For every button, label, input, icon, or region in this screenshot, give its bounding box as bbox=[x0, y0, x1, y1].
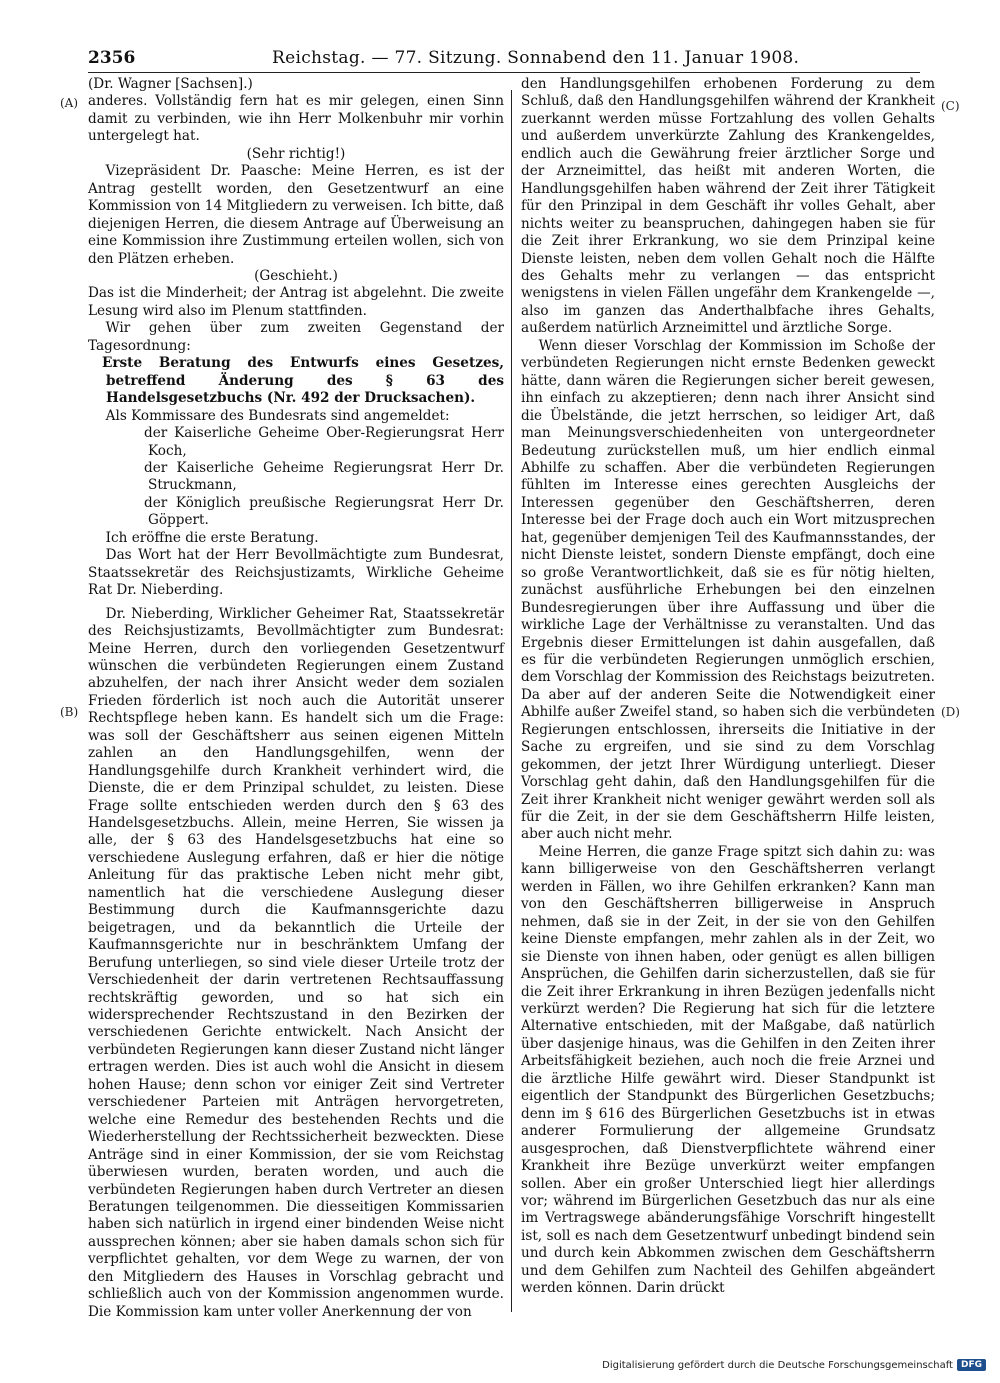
paragraph: Wir gehen über zum zweiten Gegenstand der Tagesordnung: bbox=[88, 320, 504, 354]
right-column bbox=[521, 76, 935, 1298]
speaker-continuation: (Dr. Wagner [Sachsen].) bbox=[88, 76, 253, 92]
interjection: (Sehr richtig!) bbox=[246, 145, 346, 162]
margin-mark-a: (A) bbox=[60, 96, 79, 110]
paragraph: Das ist die Minderheit; der Antrag ist abgelehnt. Die zweite Lesung wird also im Plenum stattfinden. bbox=[88, 285, 504, 319]
footer-text: Digitalisierung gefördert durch die Deutsche Forschungsgemeinschaft bbox=[602, 1359, 953, 1371]
running-title: Reichstag. — 77. Sitzung. Sonnabend den 11. Januar 1908. bbox=[272, 48, 800, 68]
margin-mark-c: (C) bbox=[941, 99, 960, 113]
column-divider bbox=[511, 90, 512, 1312]
paragraph: anderes. Vollständig fern hat es mir gelegen, einen Sinn damit zu verbinden, wie ihn Herr Molkenbuhr mir vorhin untergelegt hat. bbox=[88, 93, 504, 145]
paragraph: Als Kommissare des Bundesrats sind angemeldet: bbox=[105, 407, 450, 424]
header-rule bbox=[88, 72, 920, 73]
paragraph: Vizepräsident Dr. Paasche: Meine Herren, es ist der Antrag gestellt worden, den Gesetzentwurf an eine Kommission von 14 Mitgliedern zu verweisen. Ich bitte, daß diejenigen Herren, die diesem Antrage auf Überweisung an eine Kommission ihre Zustimmung erteilen wollen, sich von den Plätzen erheben. bbox=[88, 163, 504, 267]
paragraph: den Handlungsgehilfen erhobenen Forderung zu dem Schluß, daß den Handlungsgehilfen während der Krankheit zuerkannt werden müsse Fortzahlung des vollen Gehalts und außerdem unverkürzte Zahlung des Krankengeldes, endlich auch die Gewährung freier ärztlicher Sorge und der Arzneimittel, das heißt mit anderen Worten, die Handlungsgehilfen haben während der Zeit ihrer Tätigkeit für den Prinzipal in dem Geschäft ihr volles Gehalt, aber nichts weiter zu beanspruchen, dahingegen haben sie für die Zeit ihrer Erkrankung, wo sie dem Prinzipal keine Dienste leisten, neben dem vollen Gehalt noch die Hälfte des Gehalts mehr zu verlangen — das entspricht wenigstens in vielen Fällen ungefähr dem Krankengelde —, also im ganzen das Anderthalbfache ihres Gehalts, außerdem natürlich Arzneimittel und ärztliche Sorge. bbox=[521, 76, 935, 337]
paragraph: Wenn dieser Vorschlag der Kommission im Schoße der verbündeten Regierungen nicht ernste Bedenken geweckt hätte, dann wären die Regierungen sicher bereit gewesen, ihn einfach zu akzeptieren; denn nach ihrer Ansicht sind die Übelstände, die jetzt herrschen, so leidiger Art, daß man Meinungsverschiedenheiten von untergeordneter Bedeutung zurückstellen muß, um hier endlich einmal Abhilfe zu schaffen. Aber die verbündeten Regierungen fühlten im Interesse eines gerechten Ausgleichs der Interessen gegenüber den Geschäftsherren, deren Interesse bei der Frage doch auch ein Wort mitzusprechen hat, gegenüber demjenigen Teil des Kaufmannsstandes, der nicht Dienste leistet, sondern Dienste empfängt, doch eine so große Verantwortlichkeit, daß sie es für nötig hielten, zunächst ausführliche Erhebungen bei den einzelnen Bundesregierungen über ihre Auffassung und über die wirkliche Lage der Verhältnisse zu veranstalten. Und das Ergebnis dieser Ermittelungen ist dahin ausgefallen, daß es für die verbündeten Regierungen unmöglich erschien, dem Vorschlag der Kommission des Reichstags beizutreten. Da aber auf der anderen Seite die Notwendigkeit einer Abhilfe außer Zweifel stand, so haben sich die verbündeten Regierungen entschlossen, ihrerseits die Initiative in der Sache zu ergreifen, und sie sind zu dem Vorschlag gekommen, der jetzt Ihrer Würdigung unterliegt. Dieser Vorschlag geht dahin, daß den Handlungsgehilfen für die Zeit ihrer Krankheit nicht weniger gewährt werden soll als für die Zeit, in der sie dem Geschäftsherrn Hilfe leisten, aber auch nicht mehr. bbox=[521, 337, 935, 843]
commissioner-entry: der Königlich preußische Regierungsrat Herr Dr. Göppert. bbox=[144, 494, 504, 529]
interjection: (Geschieht.) bbox=[254, 267, 338, 284]
page-header bbox=[88, 46, 920, 72]
agenda-item: Erste Beratung des Entwurfs eines Gesetzes, betreffend Änderung des § 63 des Handelsgesetzbuchs (Nr. 492 der Drucksachen). bbox=[102, 355, 504, 407]
dfg-logo: DFG bbox=[957, 1359, 986, 1371]
digitization-footer bbox=[602, 1359, 986, 1371]
left-column bbox=[88, 76, 504, 1321]
paragraph: Meine Herren, die ganze Frage spitzt sich dahin zu: was kann billigerweise von den Geschäftsherren verlangt werden in Fällen, wo ihre Gehilfen erkranken? Kann man von den Geschäftsherren billigerweise in Anspruch nehmen, daß sie in der Zeit, in der sie von den Gehilfen keine Dienste empfangen, mehr zahlen als in der Zeit, wo sie Dienste von ihnen haben, oder genügt es allen billigen Ansprüchen, die Gehilfen darin sicherzustellen, daß sie für die Zeit ihrer Erkrankung in ihren Bezügen jedenfalls nicht verkürzt werden? Die Regierung hat sich für die letztere Alternative entschieden, mit der Maßgabe, daß natürlich über dasjenige hinaus, was die Gehilfen in den Zeiten ihrer Arbeitsfähigkeit beziehen, auch noch die freie Arznei und die ärztliche Hilfe gewährt wird. Dieser Standpunkt ist eigentlich der Standpunkt des Bürgerlichen Gesetzbuchs; denn im § 616 des Bürgerlichen Gesetzbuchs ist in etwas anderer Formulierung der allgemeine Grundsatz ausgesprochen, daß Dienstverpflichtete während einer Krankheit ihre Bezüge unverkürzt weiter empfangen sollen. Aber ein großer Unterschied liegt hier allerdings vor; während im Bürgerlichen Gesetzbuch das nur als eine im Vertragswege abänderungsfähige Vorschrift hingestellt ist, soll es nach dem Gesetzentwurf unbedingt bindend sein und durch kein Abkommen zwischen dem Geschäftsherrn und dem Gehilfen zum Nachteil des Gehilfen abgeändert werden können. Darin drückt bbox=[521, 843, 935, 1297]
paragraph: Dr. Nieberding, Wirklicher Geheimer Rat, Staatssekretär des Reichsjustizamts, Bevollmächtigter zum Bundesrat: Meine Herren, durch den vorliegenden Gesetzentwurf wünschen die verbündeten Regierungen einem Zustand abzuhelfen, der nach ihrer Ansicht weder dem sozialen Frieden förderlich ist noch auch die Autorität unserer Rechtspflege heben kann. Es handelt sich um die Frage: was soll der Geschäftsherr aus seinen eigenen Mitteln zahlen an den Handlungsgehilfen, wenn der Handlungsgehilfe durch Krankheit verhindert wird, die Dienste, die er dem Prinzipal schuldet, zu leisten. Diese Frage sollte entschieden werden durch den § 63 des Handelsgesetzbuchs. Allein, meine Herren, Sie wissen ja alle, der § 63 des Handelsgesetzbuchs hat eine so verschiedene Auslegung erfahren, daß er hier die nötige Anleitung für das praktische Leben nicht mehr gibt, namentlich hat die verschiedene Auslegung dieser Bestimmung durch die Kaufmannsgerichte dazu beigetragen, und da bekanntlich die Urteile der Kaufmannsgerichte nur in beschränktem Umfang der Berufung unterliegen, so sind viele dieser Urteile trotz der Verschiedenheit der darin vertretenen Rechtsauffassung rechtskräftig geworden, und so hat sich ein widersprechender Rechtszustand in den Bezirken der verschiedenen Gerichte entwickelt. Nach Ansicht der verbündeten Regierungen kann dieser Zustand nicht länger ertragen werden. Dies ist auch wohl die Ansicht in diesem hohen Hause; denn schon vor einiger Zeit sind Vertreter verschiedener Parteien mit Anträgen hervorgetreten, welche eine Remedur des bestehenden Rechts und die Wiederherstellung der Rechtssicherheit bezweckten. Diese Anträge sind in einer Kommission, der sie vom Reichstag überwiesen wurden, beraten worden, und auch die verbündeten Regierungen haben durch Vertreter an diesen Beratungen teilgenommen. Die diesseitigen Kommissarien haben sich natürlich in irgend einer bindenden Weise nicht aussprechen können; aber sie haben damals schon sich für verpflichtet gehalten, vor dem Wege zu warnen, der von den Mitgliedern des Hauses in Vorschlag gebracht und schließlich auch von der Kommission angenommen wurde. Die Kommission kam unter voller Anerkennung der von bbox=[88, 605, 504, 1320]
margin-mark-d: (D) bbox=[941, 705, 960, 719]
paragraph: Ich eröffne die erste Beratung. bbox=[105, 529, 319, 546]
margin-mark-b: (B) bbox=[60, 705, 79, 719]
paragraph: Das Wort hat der Herr Bevollmächtigte zum Bundesrat, Staatssekretär des Reichsjustizamts, Wirkliche Geheime Rat Dr. Nieberding. bbox=[88, 547, 504, 599]
commissioner-entry: der Kaiserliche Geheime Regierungsrat Herr Dr. Struckmann, bbox=[144, 459, 504, 494]
page-number: 2356 bbox=[88, 48, 136, 68]
commissioner-entry: der Kaiserliche Geheime Ober-Regierungsrat Herr Koch, bbox=[144, 425, 504, 459]
